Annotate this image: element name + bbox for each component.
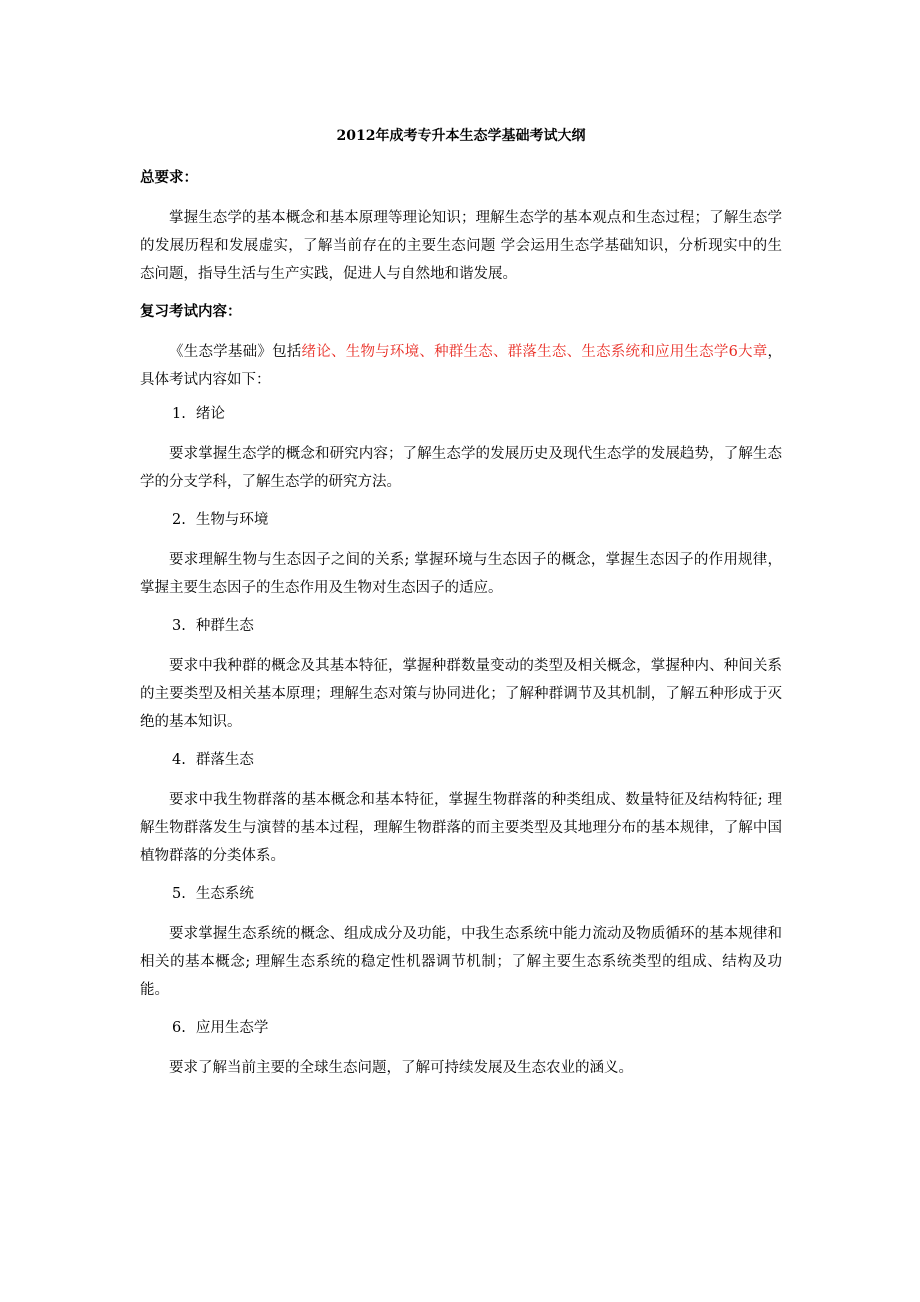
document-page [140, 126, 782, 1096]
review-content-heading: 复习考试内容： [140, 303, 242, 320]
review-intro-suffix: ，具体考试内容如下： [140, 344, 783, 388]
section-4-text: 要求中我生物群落的基本概念和基本特征，掌握生物群落的种类组成、数量特征及结构特征; 理解生物群落发生与演替的基本过程，理解生物群落的而主要类型及其地理分布的基本规律，了解中国植物群落的分类体系。 [140, 792, 782, 864]
section-title: 生态系统 [195, 886, 254, 902]
section-number: 5. [172, 886, 186, 902]
section-number: 4. [172, 752, 186, 768]
section-6-text: 要求了解当前主要的全球生态问题，了解可持续发展及生态农业的涵义。 [169, 1060, 633, 1076]
section-title: 生物与环境 [195, 512, 269, 528]
section-number: 1. [172, 406, 186, 422]
section-title: 绪论 [195, 406, 225, 422]
section-4-heading [140, 750, 782, 770]
section-number: 2. [172, 512, 186, 528]
section-1-text: 要求掌握生态学的概念和研究内容；了解生态学的发展历史及现代生态学的发展趋势，了解生态学的分支学科，了解生态学的研究方法。 [140, 446, 782, 490]
section-title: 群落生态 [195, 752, 254, 768]
section-number: 6. [172, 1020, 186, 1036]
section-title: 应用生态学 [195, 1020, 269, 1036]
general-requirements-text: 掌握生态学的基本概念和基本原理等理论知识；理解生态学的基本观点和生态过程；了解生态学的发展历程和发展虚实，了解当前存在的主要生态问题 学会运用生态学基础知识，分析现实中的生态问题，指导生活与生产实践，促进人与自然地和谐发展。 [140, 210, 782, 282]
section-2-text: 要求理解生物与生态因子之间的关系; 掌握环境与生态因子的概念，掌握生态因子的作用规律，掌握主要生态因子的生态作用及生物对生态因子的适应。 [140, 552, 782, 596]
review-intro-prefix: 《生态学基础》包括 [169, 344, 302, 360]
section-5-text: 要求掌握生态系统的概念、组成成分及功能，中我生态系统中能力流动及物质循环的基本规律和相关的基本概念; 理解生态系统的稳定性机器调节机制；了解主要生态系统类型的组成、结构及功能。 [140, 926, 782, 998]
general-requirements-heading: 总要求： [140, 169, 198, 186]
document-title: 2012年成考专升本生态学基础考试大纲 [336, 128, 586, 144]
section-2-heading [140, 510, 782, 530]
review-intro [140, 338, 782, 394]
section-1-heading [140, 404, 782, 424]
section-5-heading [140, 884, 782, 904]
section-title: 种群生态 [195, 618, 254, 634]
section-number: 3. [172, 618, 186, 634]
section-3-text: 要求中我种群的概念及其基本特征，掌握种群数量变动的类型及相关概念，掌握种内、种间关系的主要类型及相关基本原理；理解生态对策与协同进化；了解种群调节及其机制，了解五种形成于灭绝的基本知识。 [140, 658, 782, 730]
review-intro-chapters: 绪论、生物与环境、种群生态、群落生态、生态系统和应用生态学6大章 [301, 344, 768, 360]
section-6-heading [140, 1018, 782, 1038]
section-3-heading [140, 616, 782, 636]
